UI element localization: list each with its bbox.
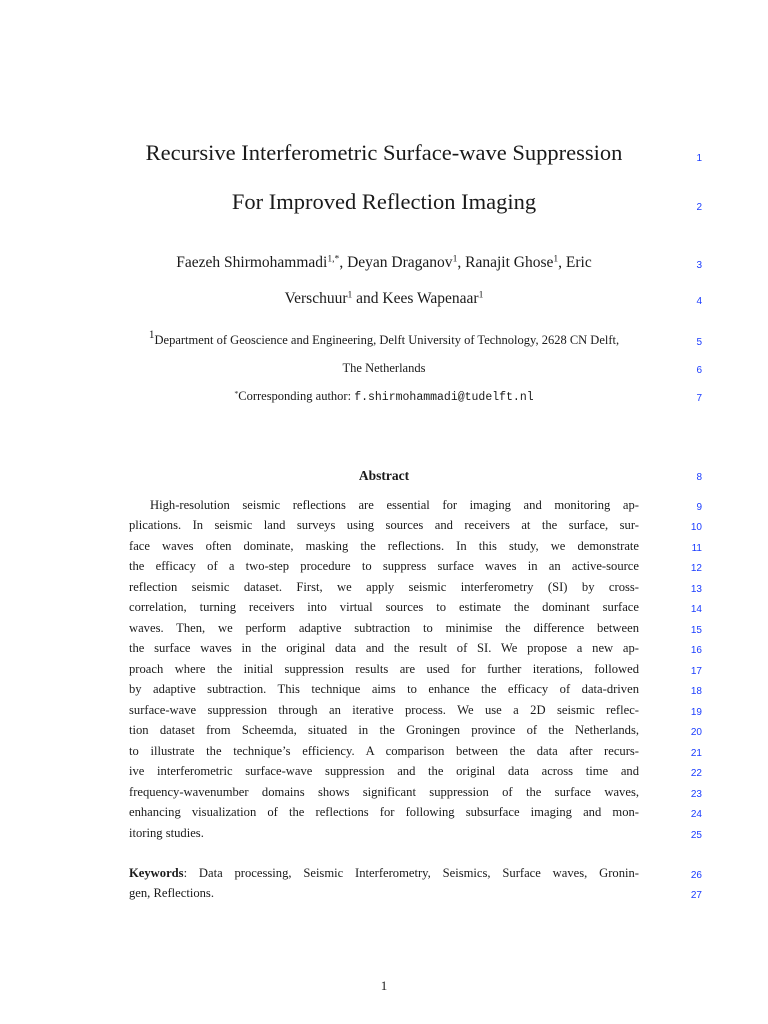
line-number: 8 bbox=[696, 472, 702, 483]
abstract-line: ive interferometric surface-wave suppression and the original data across time and bbox=[129, 764, 639, 778]
corresponding-mark: * bbox=[234, 388, 239, 398]
line-number: 13 bbox=[690, 584, 702, 595]
abstract-line: surface-wave suppression through an iterative process. We use a 2D seismic reflec- bbox=[129, 703, 639, 717]
line-number: 27 bbox=[690, 890, 702, 901]
line-number: 1 bbox=[696, 153, 702, 164]
line-number: 22 bbox=[690, 768, 702, 779]
author-name: Faezeh Shirmohammadi bbox=[176, 254, 328, 271]
line-number: 15 bbox=[690, 625, 702, 636]
abstract-line: proach where the initial suppression results are used for further iterations, followed bbox=[129, 662, 639, 676]
affiliation-line-2: The Netherlands bbox=[342, 361, 426, 375]
line-number: 19 bbox=[690, 707, 702, 718]
author-affiliation-mark: 1 bbox=[553, 253, 559, 265]
line-number: 23 bbox=[690, 789, 702, 800]
line-number: 16 bbox=[690, 645, 702, 656]
line-number: 7 bbox=[696, 393, 702, 404]
author-name: Verschuur bbox=[284, 290, 348, 307]
abstract-line: frequency-wavenumber domains shows significant suppression of the surface waves, bbox=[129, 785, 639, 799]
author-name: and Kees Wapenaar bbox=[352, 290, 479, 307]
line-number: 26 bbox=[690, 870, 702, 881]
author-affiliation-mark: 1 bbox=[478, 289, 484, 301]
authors-line-2 bbox=[0, 290, 768, 308]
abstract-line: the surface waves in the original data and the result of SI. We propose a new ap- bbox=[129, 641, 639, 655]
abstract-line: plications. In seismic land surveys using sources and receivers at the surface, sur- bbox=[129, 518, 639, 532]
title-line-1: Recursive Interferometric Surface-wave Suppression bbox=[145, 140, 623, 165]
corresponding-label: Corresponding author: bbox=[238, 389, 355, 403]
affiliation-line-1 bbox=[0, 328, 768, 348]
abstract-line: to illustrate the technique’s efficiency. A comparison between the data after recurs- bbox=[129, 744, 639, 758]
line-number: 3 bbox=[696, 260, 702, 271]
page-number: 1 bbox=[380, 978, 388, 993]
line-number: 18 bbox=[690, 686, 702, 697]
abstract-line: reflection seismic dataset. First, we apply seismic interferometry (SI) by cross- bbox=[129, 580, 639, 594]
line-number: 25 bbox=[690, 830, 702, 841]
abstract-line: enhancing visualization of the reflections for following subsurface imaging and mon- bbox=[129, 805, 639, 819]
line-number: 10 bbox=[690, 522, 702, 533]
author-affiliation-mark: 1 bbox=[347, 289, 353, 301]
affiliation-text: Department of Geoscience and Engineering, Delft University of Technology, 2628 CN Delft, bbox=[154, 333, 620, 347]
line-number: 11 bbox=[691, 543, 702, 554]
authors-line-1 bbox=[0, 254, 768, 272]
keywords-text: : Data processing, Seismic Interferometry, Seismics, Surface waves, Gronin- bbox=[183, 866, 639, 880]
author-affiliation-mark: 1 bbox=[452, 253, 458, 265]
abstract-line: waves. Then, we perform adaptive subtraction to minimise the difference between bbox=[129, 621, 639, 635]
keywords-label: Keywords bbox=[129, 866, 184, 880]
line-number: 9 bbox=[696, 502, 702, 513]
abstract-line: High-resolution seismic reflections are essential for imaging and monitoring ap- bbox=[150, 498, 639, 512]
keywords-line-1 bbox=[129, 866, 639, 881]
author-name: , Eric bbox=[558, 254, 592, 271]
author-affiliation-mark: 1,* bbox=[327, 253, 340, 265]
abstract-heading: Abstract bbox=[358, 468, 410, 483]
abstract-line: face waves often dominate, masking the reflections. In this study, we demonstrate bbox=[129, 539, 639, 553]
line-number: 12 bbox=[690, 563, 702, 574]
abstract-line: by adaptive subtraction. This technique aims to enhance the efficacy of data-driven bbox=[129, 682, 639, 696]
line-number: 20 bbox=[690, 727, 702, 738]
line-number: 4 bbox=[696, 296, 702, 307]
corresponding-email[interactable]: f.shirmohammadi@tudelft.nl bbox=[354, 391, 534, 404]
line-number: 17 bbox=[690, 666, 702, 677]
keywords-line-2: gen, Reflections. bbox=[129, 886, 214, 900]
line-number: 21 bbox=[690, 748, 702, 759]
affiliation-mark: 1 bbox=[148, 328, 155, 341]
corresponding-author bbox=[0, 389, 768, 404]
line-number: 24 bbox=[690, 809, 702, 820]
line-number: 14 bbox=[690, 604, 702, 615]
abstract-line: tion dataset from Scheemda, situated in the Groningen province of the Netherlands, bbox=[129, 723, 639, 737]
author-name: , Ranajit Ghose bbox=[457, 254, 554, 271]
abstract-line: the efficacy of a two-step procedure to suppress surface waves in an active-source bbox=[129, 559, 639, 573]
abstract-line: itoring studies. bbox=[129, 826, 204, 840]
author-name: , Deyan Draganov bbox=[339, 254, 453, 271]
line-number: 5 bbox=[696, 337, 702, 348]
line-number: 2 bbox=[696, 202, 702, 213]
abstract-line: correlation, turning receivers into virtual sources to estimate the dominant surface bbox=[129, 600, 639, 614]
title-line-2: For Improved Reflection Imaging bbox=[231, 189, 537, 214]
line-number: 6 bbox=[696, 365, 702, 376]
